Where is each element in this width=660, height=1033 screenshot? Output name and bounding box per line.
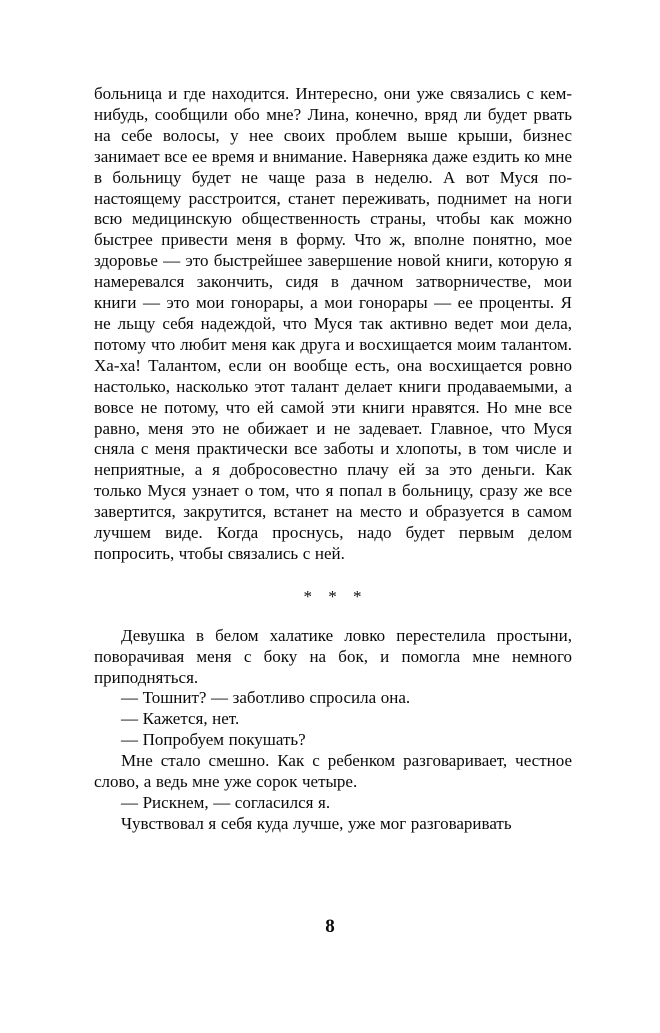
- dialog-line: — Попробуем покушать?: [121, 730, 306, 750]
- page-number: 8: [325, 916, 335, 937]
- paragraph: Мне стало смешно. Как с ребенком разговаривает, честное слово, а ведь мне уже сорок четыре.: [94, 751, 572, 792]
- dialog-line: — Тошнит? — заботливо спросила она.: [121, 688, 411, 708]
- paragraph: Девушка в белом халатике ловко перестелила простыни, поворачивая меня с боку на бок, и помогла мне немного приподняться.: [94, 625, 572, 687]
- dialog-line: — Кажется, нет.: [121, 709, 240, 729]
- dialog-line: — Рискнем, — согласился я.: [121, 793, 331, 812]
- section-separator: * * *: [303, 586, 363, 606]
- text-block: [94, 84, 572, 835]
- paragraph: Чувствовал я себя куда лучше, уже мог разговаривать: [121, 813, 512, 833]
- paragraph-opening: больница и где находится. Интересно, они уже связались с кем-нибудь, сообщили обо мне? Лина, конечно, вряд ли будет рвать на себе волосы, у нее своих проблем выше крыши, бизнес занимает все ее время и внимание. Наверняка даже ездить ко мне в больницу будет не чаще раза в неделю. А вот Муся по-настоящему расстроится, станет переживать, поднимет на ноги всю медицинскую общественность страны, чтобы как можно быстрее привести меня в форму. Что ж, вполне понятно, мое здоровье — это быстрейшее завершение новой книги, которую я намеревался закончить, сидя в дачном затворничестве, мои книги — это мои гонорары, а мои гонорары — ее проценты. Я не льщу себя надеждой, что Муся так активно ведет мои дела, потому что любит меня как друга и восхищается моим талантом. Ха-ха! Талантом, если он вообще есть, она восхищается ровно настолько, насколько этот талант делает книги продаваемыми, а вовсе не потому, что ей самой эти книги нравятся. Но мне все равно, меня это не обижает и не задевает. Главное, что Муся сняла с меня практически все заботы и хлопоты, в том числе и неприятные, а я добросовестно плачу ей за это деньги. Как только Муся узнает о том, что я попал в больницу, сразу же все завертится, закрутится, встанет на место и образуется в самом лучшем виде. Когда проснусь, надо будет первым делом попросить, чтобы связались с ней.: [94, 84, 572, 563]
